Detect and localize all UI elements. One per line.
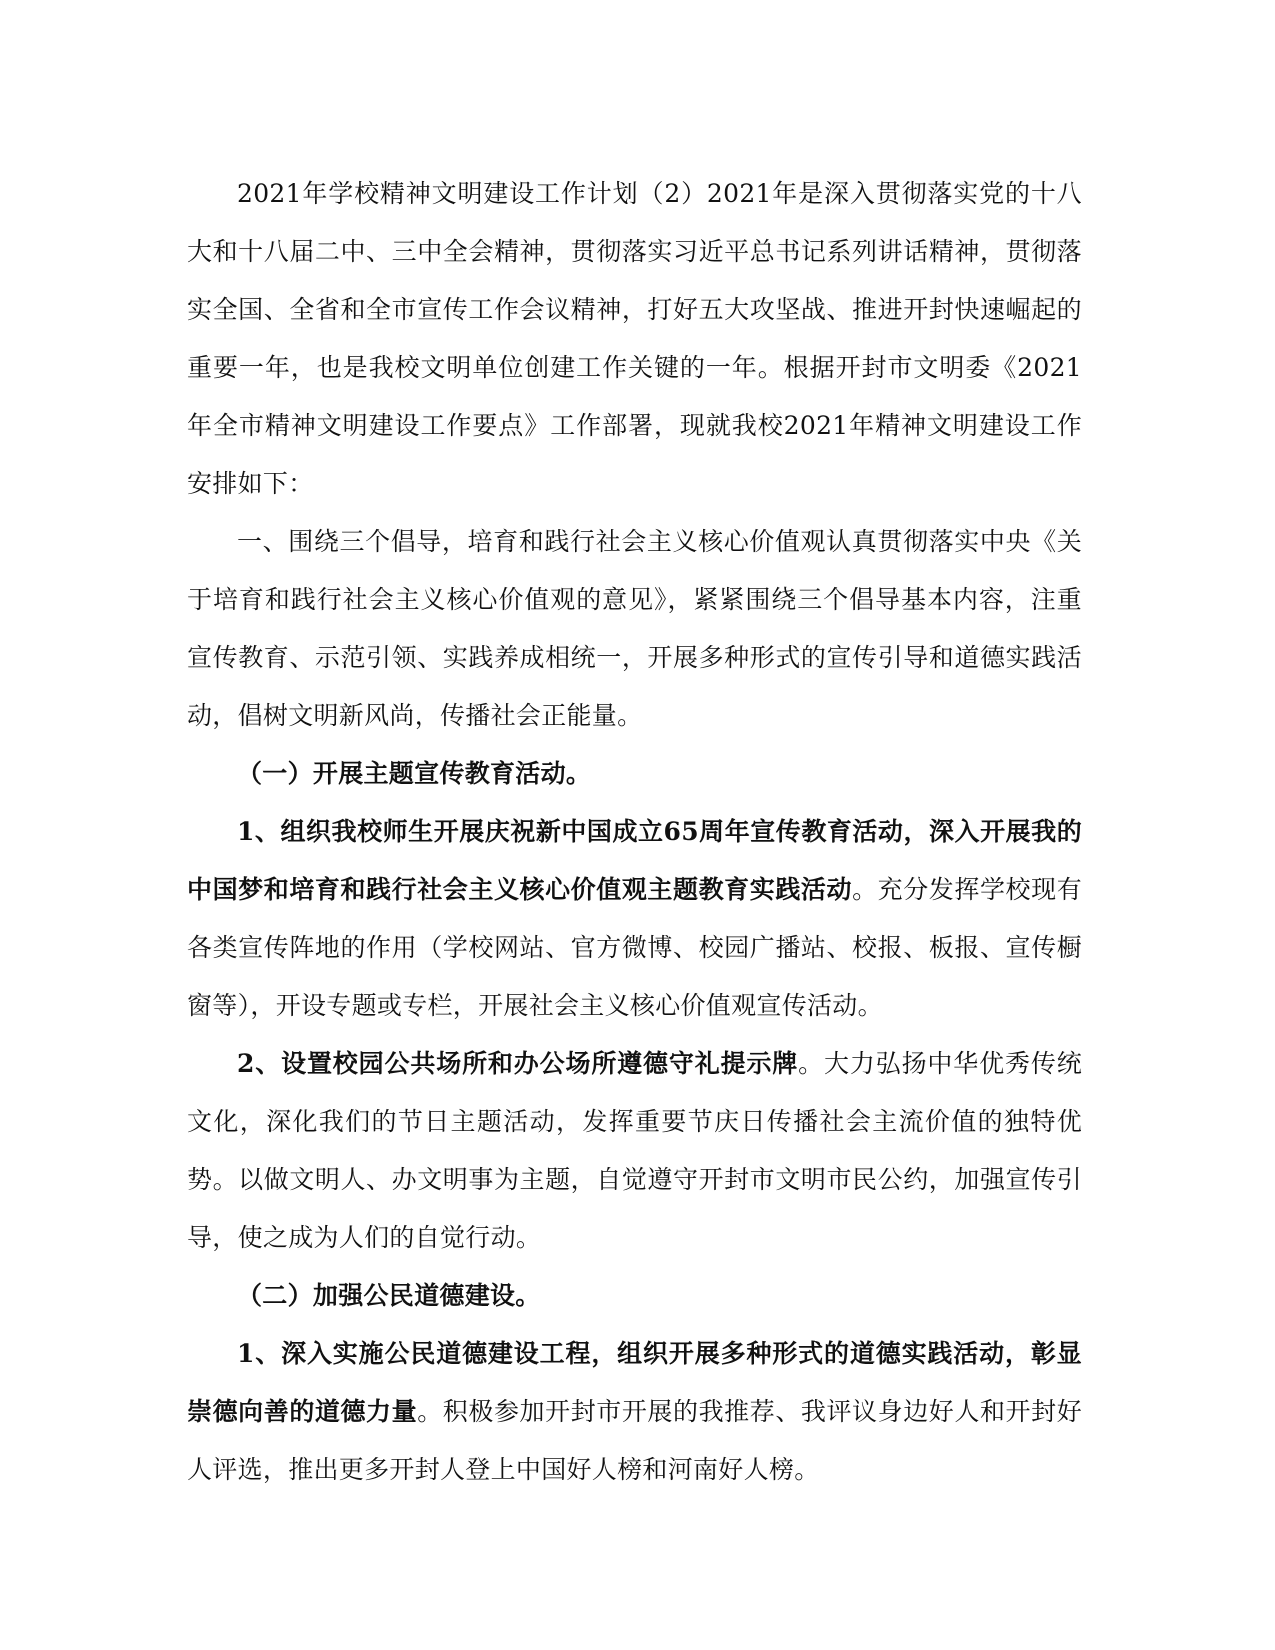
paragraph-intro: 2021年学校精神文明建设工作计划（2）2021年是深入贯彻落实党的十八大和十八届二中、三中全会精神，贯彻落实习近平总书记系列讲话精神，贯彻落实全国、全省和全市宣传工作会议精神，打好五大攻坚战、推进开封快速崛起的重要一年，也是我校文明单位创建工作关键的一年。根据开封市文明委《2021年全市精神文明建设工作要点》工作部署，现就我校2021年精神文明建设工作安排如下： [187, 179, 1082, 498]
document-page [187, 165, 1082, 1499]
paragraph-item-1-morality-project [187, 1325, 1082, 1499]
subheading-theme-education: （一）开展主题宣传教育活动。 [237, 759, 592, 788]
body-text: 。充分发挥学校现有各类宣传阵地的作用（学校网站、官方微博、校园广播站、校报、板报、宣传橱窗等），开设专题或专栏，开展社会主义核心价值观宣传活动。 [187, 875, 1082, 1020]
bold-lead-text: 1、组织我校师生开展庆祝新中国成立65周年宣传教育活动，深入开展我的中国梦和培育和践行社会主义核心价值观主题教育实践活动 [187, 817, 1082, 904]
subheading-civic-morality: （二）加强公民道德建设。 [237, 1281, 541, 1310]
paragraph-item-1-celebration [187, 803, 1082, 1035]
body-text: 。大力弘扬中华优秀传统文化，深化我们的节日主题活动，发挥重要节庆日传播社会主流价值的独特优势。以做文明人、办文明事为主题，自觉遵守开封市文明市民公约，加强宣传引导，使之成为人们的自觉行动。 [187, 1049, 1083, 1252]
body-text: 。积极参加开封市开展的我推荐、我评议身边好人和开封好人评选，推出更多开封人登上中国好人榜和河南好人榜。 [187, 1397, 1082, 1484]
bold-lead-text: 1、深入实施公民道德建设工程，组织开展多种形式的道德实践活动，彰显崇德向善的道德力量 [187, 1339, 1082, 1426]
paragraph-section-one: 一、围绕三个倡导，培育和践行社会主义核心价值观认真贯彻落实中央《关于培育和践行社会主义核心价值观的意见》，紧紧围绕三个倡导基本内容，注重宣传教育、示范引领、实践养成相统一，开展多种形式的宣传引导和道德实践活动，倡树文明新风尚，传播社会正能量。 [187, 527, 1082, 730]
paragraph-item-2-signage [187, 1035, 1082, 1267]
bold-lead-text: 2、设置校园公共场所和办公场所遵德守礼提示牌 [237, 1049, 799, 1078]
